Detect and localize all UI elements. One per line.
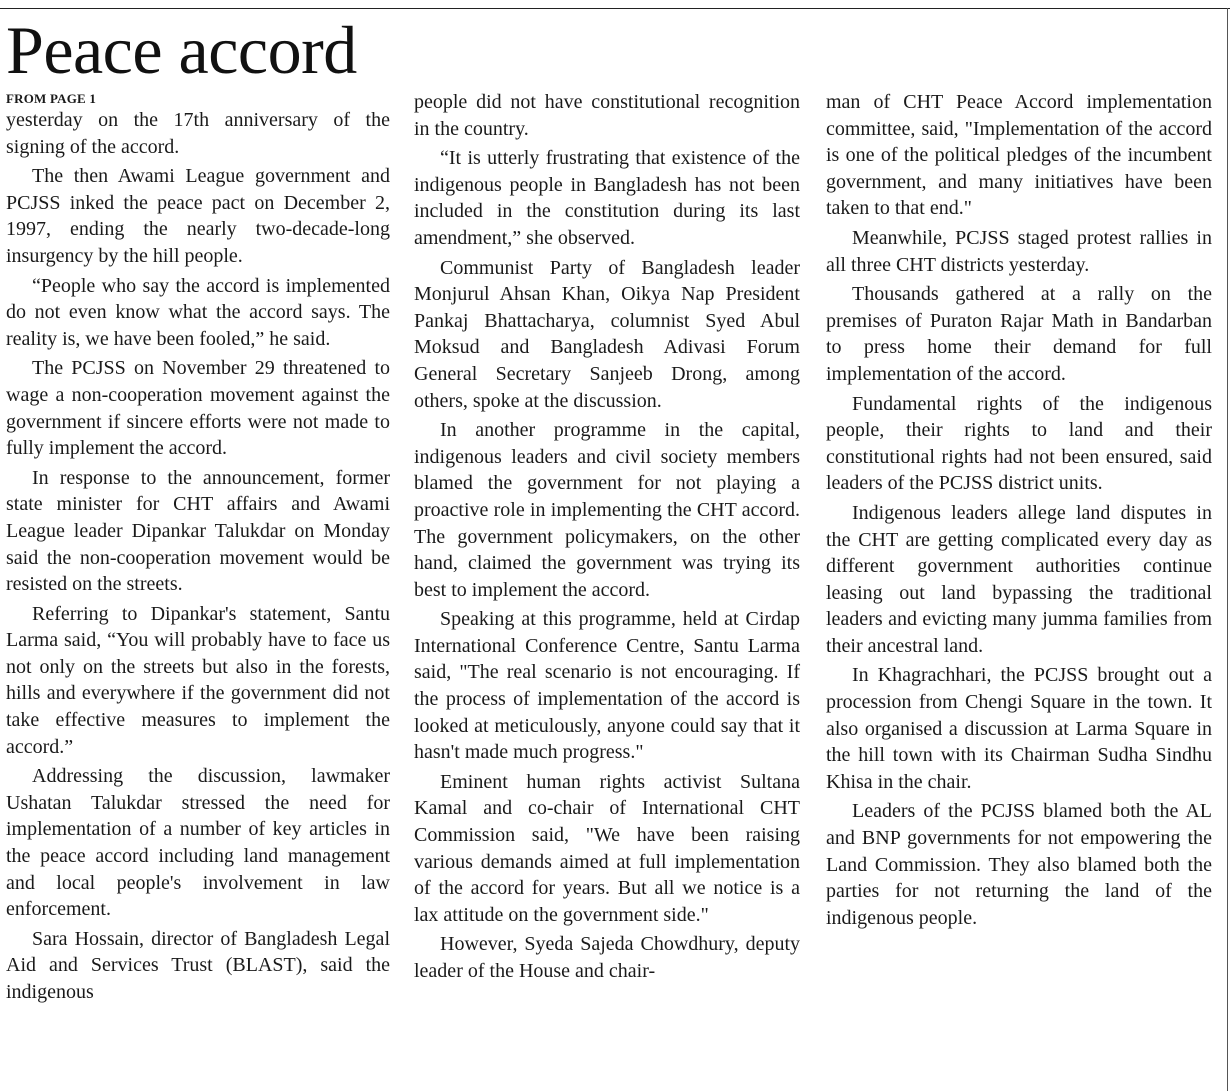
paragraph: Meanwhile, PCJSS staged protest rallies in all three CHT districts yesterday. <box>826 226 1212 276</box>
paragraph: In Khagrachhari, the PCJSS brought out a procession from Chengi Square in the town. It also organised a discussion at Larma Square in the hill town with its Chairman Sudha Sindhu Khisa in the chair. <box>826 664 1212 793</box>
paragraph: Indigenous leaders allege land disputes in the CHT are getting complicated every day as different government authorities continue leasing out land bypassing the traditional leaders and evicting many jumma families from their ancestral land. <box>826 501 1212 657</box>
paragraph: In response to the announcement, former state minister for CHT affairs and Awami League leader Dipankar Talukdar on Monday said the non-cooperation movement would be resisted on the streets. <box>6 466 390 596</box>
paragraph: However, Syeda Sajeda Chowdhury, deputy leader of the House and chair- <box>414 933 800 982</box>
paragraph: Addressing the discussion, lawmaker Ushatan Talukdar stressed the need for implementation of a number of key articles in the peace accord including land management and local people's involvement in law enforcement. <box>6 765 390 921</box>
paragraph: Fundamental rights of the indigenous people, their rights to land and their constitutional rights had not been ensured, said leaders of the PCJSS district units. <box>826 392 1212 495</box>
top-rule <box>0 8 1230 9</box>
paragraph: man of CHT Peace Accord implementation committee, said, "Implementation of the accord is one of the political pledges of the incumbent government, and many initiatives have been taken to that end." <box>826 91 1212 220</box>
article-column-1 <box>6 107 390 1009</box>
page-edge-rule <box>1227 8 1228 1091</box>
paragraph: “It is utterly frustrating that existence of the indigenous people in Bangladesh has not been included in the constitution during its last amendment,” she observed. <box>414 147 800 249</box>
article-column-3 <box>826 89 1212 934</box>
paragraph: people did not have constitutional recognition in the country. <box>414 91 800 140</box>
paragraph: In another programme in the capital, indigenous leaders and civil society members blamed the government for not playing a proactive role in implementing the CHT accord. The government policymakers, on the other hand, claimed the government was trying its best to implement the accord. <box>414 419 800 601</box>
paragraph: Referring to Dipankar's statement, Santu Larma said, “You will probably have to face us not only on the streets but also in the forests, hills and everywhere if the government did not take effective measures to implement the accord.” <box>6 602 390 758</box>
paragraph: The then Awami League government and PCJSS inked the peace pact on December 2, 1997, ending the nearly two-decade-long insurgency by the hill people. <box>6 165 390 267</box>
paragraph: “People who say the accord is implemented do not even know what the accord says. The reality is, we have been fooled,” he said. <box>6 274 390 350</box>
paragraph: Thousands gathered at a rally on the premises of Puraton Rajar Math in Bandarban to press home their demand for full implementation of the accord. <box>826 283 1212 385</box>
paragraph: Eminent human rights activist Sultana Kamal and co-chair of International CHT Commission said, "We have been raising various demands aimed at full implementation of the accord for years. But all we notice is a lax attitude on the government side." <box>414 770 800 926</box>
article-column-2 <box>414 89 800 988</box>
paragraph: Leaders of the PCJSS blamed both the AL and BNP governments for not empowering the Land Commission. They also blamed both the parties for not returning the land of the indigenous people. <box>826 800 1212 929</box>
continuation-label: FROM PAGE 1 <box>6 91 97 106</box>
paragraph: yesterday on the 17th anniversary of the signing of the accord. <box>6 109 390 158</box>
paragraph: Sara Hossain, director of Bangladesh Legal Aid and Services Trust (BLAST), said the indigenous <box>6 927 390 1003</box>
paragraph: Speaking at this programme, held at Cirdap International Conference Centre, Santu Larma said, "The real scenario is not encouraging. If the process of implementation of the accord is looked at meticulously, anyone could say that it hasn't made much progress." <box>414 608 800 764</box>
paragraph: Communist Party of Bangladesh leader Monjurul Ahsan Khan, Oikya Nap President Pankaj Bhattacharya, columnist Syed Abul Moksud and Bangladesh Adivasi Forum General Secretary Sanjeeb Drong, among others, spoke at the discussion. <box>414 256 800 412</box>
paragraph: The PCJSS on November 29 threatened to wage a non-cooperation movement against the government if sincere efforts were not made to fully implement the accord. <box>6 357 390 460</box>
page-title: Peace accord <box>6 12 357 88</box>
